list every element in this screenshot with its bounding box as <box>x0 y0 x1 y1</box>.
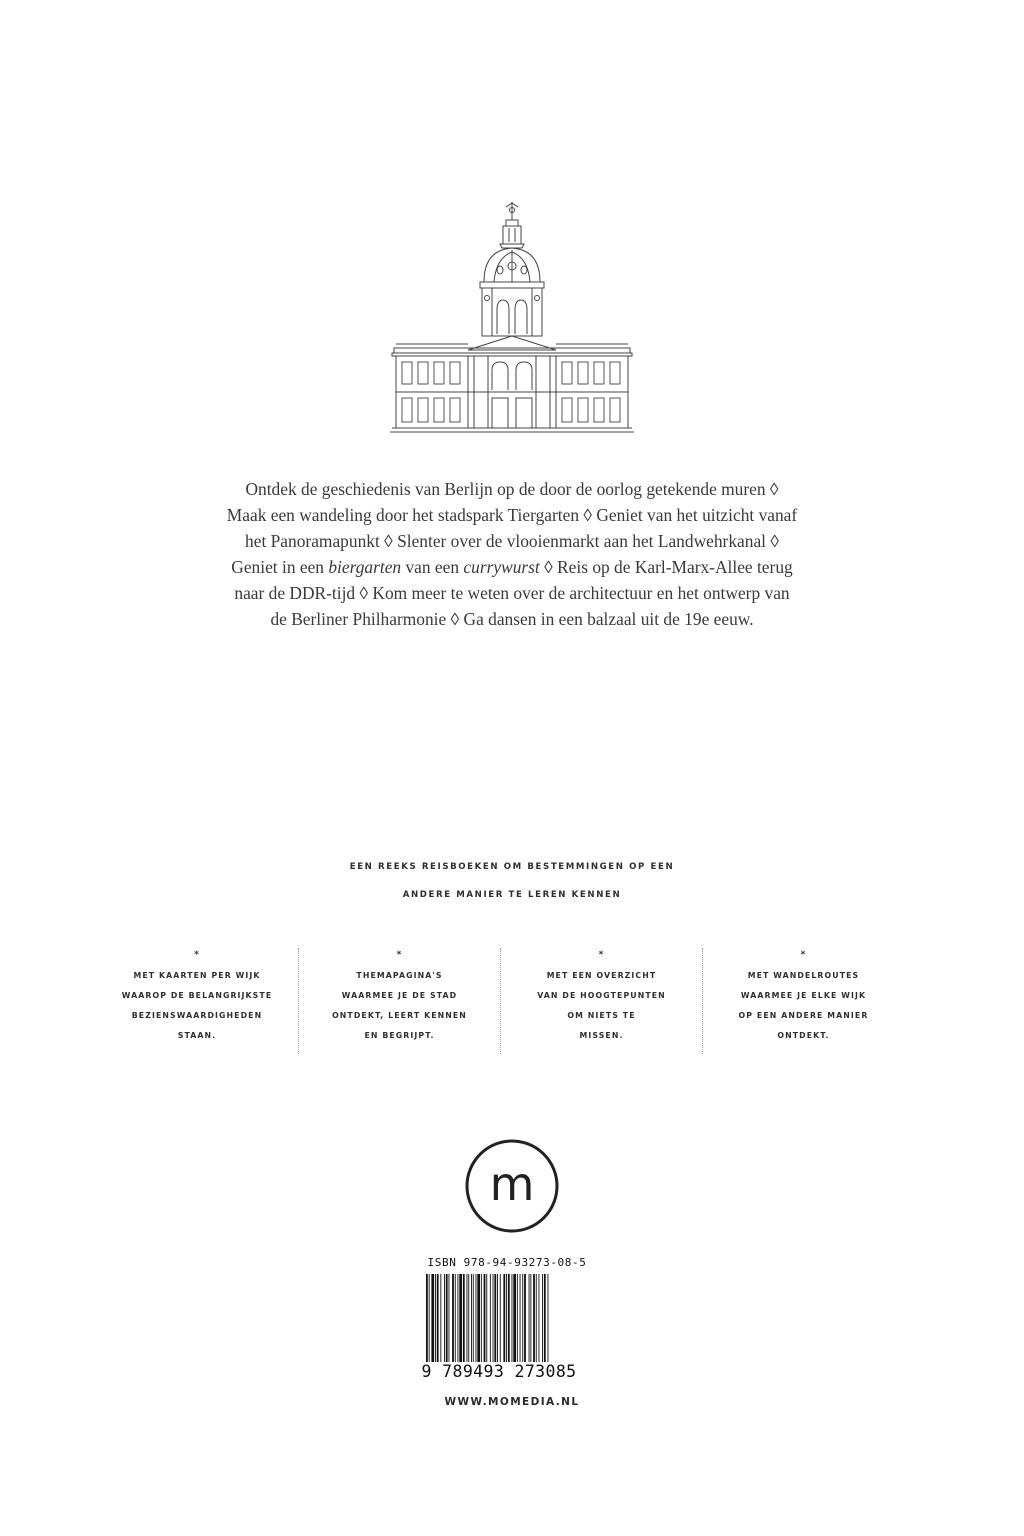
blurb-text-run: ◊ Reis op de Karl-Marx-Allee terug <box>539 557 793 577</box>
feature-line: MISSEN. <box>579 1031 624 1040</box>
blurb-line <box>150 554 874 580</box>
feature-star: * <box>194 950 200 960</box>
feature-line: STAAN. <box>177 1031 217 1040</box>
feature-line: OP EEN ANDERE MANIER <box>738 1011 869 1020</box>
feature-column <box>500 948 702 1054</box>
blurb-italic-term: currywurst <box>463 557 540 577</box>
feature-line: WAARMEE JE ELKE WIJK <box>740 991 867 1000</box>
blurb-text-run: het Panoramapunkt ◊ Slenter over de vlooienmarkt aan het Landwehrkanal ◊ <box>245 531 779 551</box>
palace-illustration <box>388 198 636 434</box>
feature-line: MET KAARTEN PER WIJK <box>133 971 261 980</box>
feature-line: EN BEGRIJPT. <box>364 1031 435 1040</box>
palace-drawing-icon <box>390 202 634 432</box>
feature-line: ONTDEKT, LEERT KENNEN <box>332 1011 467 1020</box>
blurb-line <box>150 502 874 528</box>
blurb-text-run: naar de DDR-tijd ◊ Kom meer te weten over de architectuur en het ontwerp van <box>234 583 790 603</box>
feature-column <box>96 948 298 1054</box>
feature-line: ONTDEKT. <box>777 1031 830 1040</box>
blurb-text <box>150 476 874 632</box>
feature-star: * <box>396 950 403 960</box>
feature-line: MET EEN OVERZICHT <box>546 971 657 980</box>
blurb-text-run: van een <box>401 557 464 577</box>
ean-digits: 9 789493 273085 <box>421 1362 577 1381</box>
series-tagline-line-2: ANDERE MANIER TE LEREN KENNEN <box>402 890 622 900</box>
logo-letter: m <box>489 1157 535 1211</box>
feature-star: * <box>598 950 605 960</box>
blurb-line <box>150 528 874 554</box>
series-tagline-line-1: EEN REEKS REISBOEKEN OM BESTEMMINGEN OP EEN <box>349 862 675 872</box>
series-tagline <box>200 853 824 909</box>
publisher-website: WWW.MOMEDIA.NL <box>444 1396 580 1408</box>
blurb-text-run: Ontdek de geschiedenis van Berlijn op de door de oorlog getekende muren ◊ <box>245 479 779 499</box>
feature-line: MET WANDELROUTES <box>747 971 860 980</box>
isbn-label: ISBN 978-94-93273-08-5 <box>427 1256 587 1269</box>
blurb-line <box>150 606 874 632</box>
blurb-text-run: de Berliner Philharmonie ◊ Ga dansen in een balzaal uit de 19e eeuw. <box>270 609 754 629</box>
blurb-line <box>150 476 874 502</box>
blurb-line <box>150 580 874 606</box>
publisher-logo <box>464 1138 560 1234</box>
feature-line: WAARMEE JE DE STAD <box>341 991 458 1000</box>
feature-columns <box>96 948 904 1054</box>
blurb-text-run: Maak een wandeling door het stadspark Tiergarten ◊ Geniet van het uitzicht vanaf <box>226 505 798 525</box>
feature-column <box>702 948 904 1054</box>
feature-line: OM NIETS TE <box>567 1011 636 1020</box>
feature-line: BEZIENSWAARDIGHEDEN <box>131 1011 263 1020</box>
feature-line: THEMAPAGINA'S <box>356 971 443 980</box>
blurb-italic-term: biergarten <box>328 557 402 577</box>
feature-line: WAAROP DE BELANGRIJKSTE <box>121 991 273 1000</box>
blurb-text-run: Geniet in een <box>231 557 329 577</box>
feature-star: * <box>800 950 807 960</box>
feature-line: VAN DE HOOGTEPUNTEN <box>537 991 666 1000</box>
feature-column <box>298 948 500 1054</box>
